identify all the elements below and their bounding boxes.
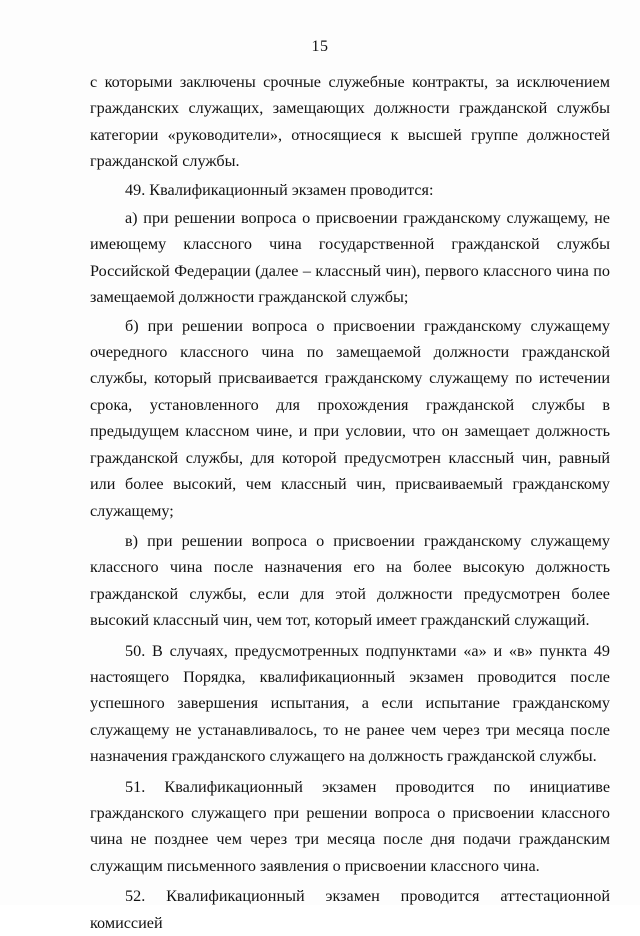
paragraph-49-a: а) при решении вопроса о присвоении гражданскому служащему, не имеющему классного чина государственной гражданской службы Российской Федерации (далее – классный чин), первого классного чина по замещаемой должности гражданской службы; xyxy=(90,209,610,307)
paragraph-50: 50. В случаях, предусмотренных подпунктами «а» и «в» пункта 49 настоящего Порядка, квалификационный экзамен проводится после успешного завершения испытания, а если испытание гражданскому служащему не устанавливалось, то не ранее чем через три месяца после назначения гражданского служащего на должность гражданской службы. xyxy=(90,641,610,766)
paragraph-49-b: б) при решении вопроса о присвоении гражданскому служащему очередного классного чина по замещаемой должности гражданской службы, который присваивается гражданскому служащему по истечении срока, установленного для прохождения гражданской службы в предыдущем классном чине, и при условии, что он замещает должность гражданской службы, для которой предусмотрен классный чин, равный или более высокий, чем классный чин, присваиваемый гражданскому служащему; xyxy=(90,316,610,520)
paragraph-49: 49. Квалификационный экзамен проводится: xyxy=(125,180,434,199)
document-body xyxy=(90,69,610,936)
paragraph-51: 51. Квалификационный экзамен проводится по инициативе гражданского служащего при решении вопроса о присвоении классного чина не позднее чем через три месяца после дня подачи гражданским служащим письменного заявления о присвоении классного чина. xyxy=(90,777,610,875)
paragraph-49-v: в) при решении вопроса о присвоении гражданскому служащему классного чина после назначения его на более высокую должность гражданской службы, если для этой должности предусмотрен более высокий классный чин, чем тот, который имеет гражданский служащий. xyxy=(90,531,610,630)
paragraph-continuation: с которыми заключены срочные служебные контракты, за исключением гражданских служащих, замещающих должности гражданской службы категории «руководители», относящиеся к высшей группе должностей гражданской службы. xyxy=(90,73,610,171)
paragraph-52: 52. Квалификационный экзамен проводится аттестационной комиссией xyxy=(90,887,610,932)
page-number: 15 xyxy=(311,38,329,55)
